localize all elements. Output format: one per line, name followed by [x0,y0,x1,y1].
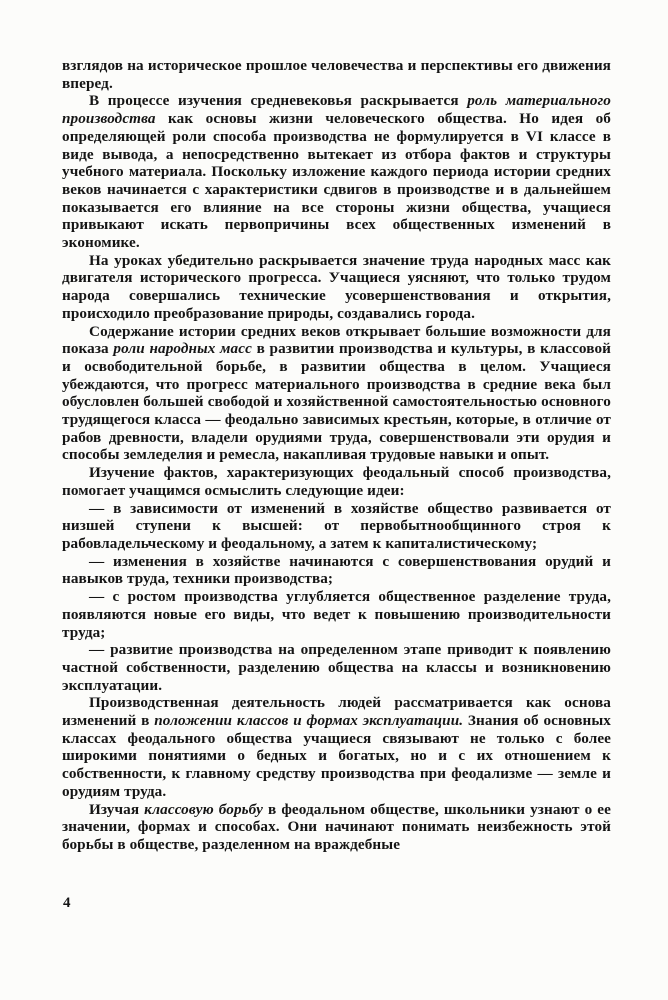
paragraph-text: в развитии производства и культуры, в классовой и освободительной борьбе, в развитии общества в целом. Учащиеся убеждаются, что прогресс материального производства в средние века был обусловлен большей свободой и хозяйственной самостоятельностью основного трудящегося класса — феодально зависимых крестьян, которые, в отличие от рабов древности, владели орудиями труда, совершенствовали эти орудия и способы земледелия и ремесла, накапливая трудовые навыки и опыт. [62,340,611,464]
list-item-dash [62,553,611,588]
paragraph [62,694,611,800]
paragraph [62,464,611,499]
italic-phrase: положении классов и формах эксплуатации. [154,712,464,730]
italic-phrase: классовую борьбу [144,800,264,818]
list-item-dash [62,500,611,553]
paragraph-text: На уроках убедительно раскрывается значение труда народных масс как двигателя исторического прогресса. Учащиеся уясняют, что только трудом народа совершались технические усовершенствования и открытия, происходило преобразование природы, создавались города. [62,251,611,322]
paragraph-text: Содержание истории средних веков открывает большие возможности для показа [62,322,611,358]
paragraph [62,801,611,854]
list-item-dash [62,641,611,694]
paragraph-text: В процессе изучения средневековья раскрывается [89,92,468,110]
paragraph-text: Знания об основных классах феодального общества учащиеся связывают не только с более широкими понятиями о бедных и богатых, но и с их отношением к собственности, к главному средству производства при феодализме — земле и орудиям труда. [62,712,611,800]
paragraph-text: Изучение фактов, характеризующих феодальный способ производства, помогает учащимся осмыслить следующие идеи: [62,464,611,499]
italic-phrase: роль материального производства [62,92,611,128]
text-block [62,57,611,854]
paragraph-text: взглядов на историческое прошлое человечества и перспективы его движения вперед. [62,57,611,92]
paragraph-text: — в зависимости от изменений в хозяйстве общество развивается от низшей ступени к высшей: от первобытнообщинного строя к рабовладельческому и феодальному, а затем к капиталистическому; [62,499,611,552]
paragraph-text: — с ростом производства углубляется общественное разделение труда, появляются новые его виды, что ведет к повышению производительности труда; [62,588,611,641]
paragraph-text: в феодальном обществе, школьники узнают о ее значении, формах и способах. Они начинают понимать неизбежность этой борьбы в обществе, разделенном на враждебные [62,800,611,853]
paragraph-text: Производственная деятельность людей рассматривается как основа изменений в [62,694,611,730]
paragraph [62,57,611,92]
paragraph-text: — изменения в хозяйстве начинаются с совершенствования орудий и навыков труда, техники производства; [62,552,611,588]
paragraph [62,323,611,465]
paragraph-text: как основы жизни человеческого общества. Но идея об определяющей роли способа производства не формулируется в VI классе в виде вывода, а непосредственно вытекает из отбора фактов и структуры учебного материала. Поскольку изложение каждого периода истории средних веков начинается с характеристики сдвигов в производстве и в дальнейшем показывается его влияние на все стороны жизни общества, учащиеся привыкают искать первопричины всех общественных изменений в экономике. [62,110,611,252]
list-item-dash [62,588,611,641]
italic-phrase: роли народных масс [113,340,252,358]
paragraph [62,252,611,323]
paragraph [62,92,611,251]
page-number: 4 [63,895,71,911]
paragraph-text: Изучая [89,800,145,818]
paragraph-text: — развитие производства на определенном этапе приводит к появлению частной собственности, разделению общества на классы и возникновению эксплуатации. [62,641,611,694]
